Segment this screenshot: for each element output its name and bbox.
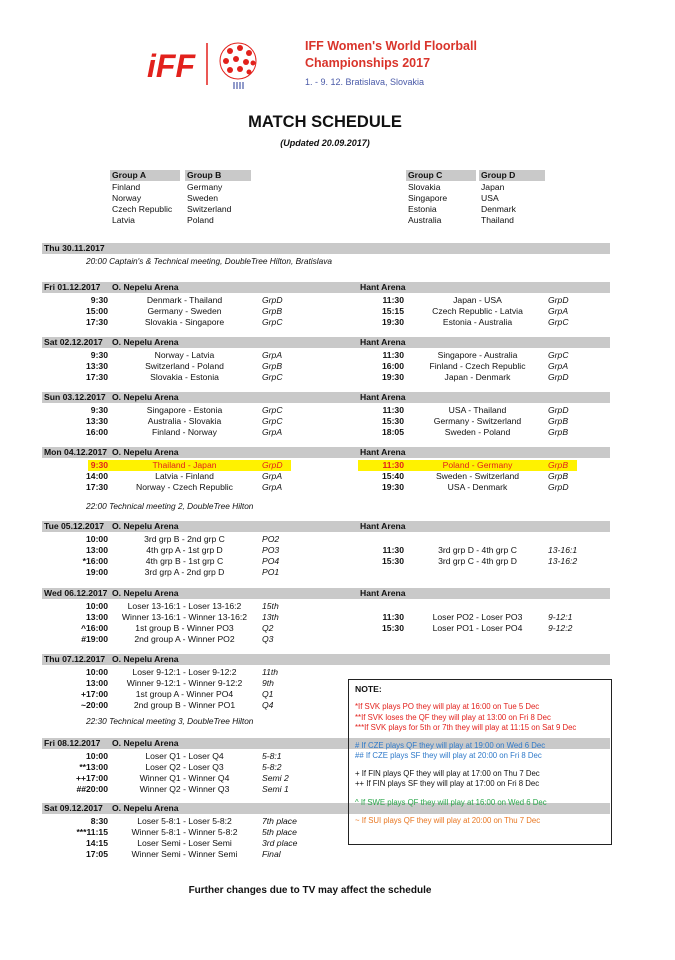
match-time: 9:30 [90, 350, 108, 360]
match-teams: 3rd grp D - 4th grp C [438, 545, 517, 555]
header-dates: 1. - 9. 12. Bratislava, Slovakia [305, 77, 425, 87]
match-group: GrpC [262, 317, 283, 327]
meeting-note: 20:00 Captain's & Technical meeting, DoubleTree Hilton, Bratislava [86, 256, 333, 266]
match-time: 15:30 [382, 623, 404, 633]
arena-left: O. Nepelu Arena [112, 337, 179, 347]
svg-text:iFF: iFF [147, 48, 195, 84]
match-group: GrpC [262, 416, 283, 426]
day-header [42, 654, 610, 665]
group-team: Poland [187, 215, 214, 225]
match-time: 15:40 [382, 471, 404, 481]
match-teams: 3rd grp B - 2nd grp C [144, 534, 225, 544]
match-group: 9-12:1 [548, 612, 573, 622]
match-group: GrpD [548, 295, 569, 305]
match-time: 11:30 [382, 460, 404, 470]
day-date: Fri 01.12.2017 [44, 282, 101, 292]
match-group: Q1 [262, 689, 274, 699]
match-teams: Singapore - Estonia [146, 405, 223, 415]
match-time: 10:00 [86, 601, 108, 611]
iff-logo [145, 39, 275, 91]
group-team: Finland [112, 182, 141, 192]
note-line: **If SVK loses the QF they will play at 13:00 on Fri 8 Dec [355, 713, 551, 722]
match-time: +17:00 [81, 689, 108, 699]
note-box [348, 679, 612, 845]
header-title-line1: IFF Women's World Floorball [305, 39, 477, 53]
match-teams: 3rd grp C - 4th grp D [438, 556, 517, 566]
match-time: 17:30 [86, 372, 108, 382]
group-team: Czech Republic [112, 204, 173, 214]
header-title-line2: Championships 2017 [305, 56, 431, 70]
match-time: 8:30 [90, 816, 108, 826]
day-date: Tue 05.12.2017 [44, 521, 105, 531]
match-group: GrpB [548, 427, 569, 437]
day-header [42, 521, 610, 532]
match-time: 9:30 [90, 295, 108, 305]
day-header [42, 588, 610, 599]
match-time: 19:30 [382, 317, 404, 327]
match-time: 13:30 [86, 361, 108, 371]
day-header [42, 243, 610, 254]
match-time: 11:30 [382, 295, 404, 305]
match-group: GrpB [548, 416, 569, 426]
match-group: 7th place [262, 816, 297, 826]
match-teams: Poland - Germany [442, 460, 513, 470]
match-time: 19:00 [86, 567, 108, 577]
match-teams: Thailand - Japan [152, 460, 217, 470]
match-group: GrpB [262, 306, 283, 316]
match-group: GrpC [548, 350, 569, 360]
match-time: ~20:00 [81, 700, 108, 710]
group-header: Group C [406, 170, 476, 181]
match-time: 9:30 [90, 460, 108, 470]
match-teams: Loser Semi - Loser Semi [137, 838, 232, 848]
day-date: Sun 03.12.2017 [44, 392, 106, 402]
note-line: ***If SVK plays for 5th or 7th they will play at 11:15 on Sat 9 Dec [355, 723, 577, 732]
match-time: 17:05 [86, 849, 108, 859]
group-team: Slovakia [408, 182, 441, 192]
group-team: Denmark [481, 204, 516, 214]
match-teams: Finland - Czech Republic [429, 361, 526, 371]
day-date: Mon 04.12.2017 [44, 447, 108, 457]
group-team: Thailand [481, 215, 514, 225]
arena-left: O. Nepelu Arena [112, 738, 179, 748]
match-teams: Switzerland - Poland [145, 361, 224, 371]
match-teams: 4th grp B - 1st grp C [145, 556, 224, 566]
note-title: NOTE: [355, 684, 382, 694]
match-time: 10:00 [86, 751, 108, 761]
match-group: GrpA [262, 482, 283, 492]
match-group: GrpC [262, 405, 283, 415]
match-group: GrpD [548, 372, 569, 382]
match-teams: Slovakia - Singapore [144, 317, 225, 327]
match-time: 17:30 [86, 317, 108, 327]
match-time: 10:00 [86, 534, 108, 544]
match-group: GrpB [548, 460, 569, 470]
match-group: GrpA [262, 427, 283, 437]
match-group: PO4 [262, 556, 280, 566]
match-time: ***11:15 [76, 827, 108, 837]
match-teams: Loser 9-12:1 - Loser 9-12:2 [132, 667, 237, 677]
match-time: 15:30 [382, 556, 404, 566]
day-header [42, 282, 610, 293]
header [95, 37, 550, 99]
match-teams: Sweden - Poland [444, 427, 511, 437]
day-header [42, 392, 610, 403]
day-header [42, 447, 610, 458]
arena-left: O. Nepelu Arena [112, 392, 179, 402]
match-teams: 3rd grp A - 2nd grp D [144, 567, 225, 577]
match-teams: Sweden - Switzerland [435, 471, 520, 481]
day-date: Sat 09.12.2017 [44, 803, 103, 813]
match-teams: Loser Q2 - Loser Q3 [145, 762, 224, 772]
match-time: 9:30 [90, 405, 108, 415]
match-time: 14:15 [86, 838, 108, 848]
match-teams: Winner 13-16:1 - Winner 13-16:2 [121, 612, 248, 622]
group-team: Australia [408, 215, 442, 225]
match-teams: Winner Q2 - Winner Q3 [139, 784, 230, 794]
match-teams: Japan - Denmark [444, 372, 511, 382]
iff-logo-graphic [145, 39, 275, 91]
arena-left: O. Nepelu Arena [112, 654, 179, 664]
match-time: 15:30 [382, 416, 404, 426]
footer-text: Further changes due to TV may affect the schedule [188, 885, 432, 896]
match-teams: Norway - Latvia [154, 350, 215, 360]
match-group: PO1 [262, 567, 280, 577]
group-team: Germany [187, 182, 223, 192]
match-group: GrpD [548, 405, 569, 415]
arena-right: Hant Arena [360, 337, 406, 347]
match-group: Q4 [262, 700, 274, 710]
group-team: Singapore [408, 193, 448, 203]
match-time: 13:00 [86, 678, 108, 688]
match-time: 13:00 [86, 612, 108, 622]
arena-right: Hant Arena [360, 588, 406, 598]
match-time: ##20:00 [76, 784, 108, 794]
note-line: *If SVK plays PO they will play at 16:00 on Tue 5 Dec [355, 702, 540, 711]
match-group: 13-16:2 [548, 556, 578, 566]
day-date: Thu 07.12.2017 [44, 654, 106, 664]
match-group: GrpA [548, 361, 569, 371]
match-time: *16:00 [82, 556, 108, 566]
day-date: Fri 08.12.2017 [44, 738, 101, 748]
match-time: 11:30 [382, 545, 404, 555]
match-group: 9th [262, 678, 274, 688]
match-group: GrpD [262, 460, 283, 470]
match-group: GrpA [548, 306, 569, 316]
match-teams: Singapore - Australia [437, 350, 518, 360]
match-teams: 2nd group A - Winner PO2 [134, 634, 235, 644]
match-time: 19:30 [382, 372, 404, 382]
match-group: 5-8:1 [262, 751, 282, 761]
meeting-note: 22:30 Technical meeting 3, DoubleTree Hilton [86, 716, 254, 726]
day-date: Sat 02.12.2017 [44, 337, 103, 347]
match-teams: Winner 5-8:1 - Winner 5-8:2 [131, 827, 238, 837]
match-teams: USA - Denmark [447, 482, 508, 492]
match-time: 16:00 [382, 361, 404, 371]
group-team: Japan [481, 182, 505, 192]
match-group: 3rd place [262, 838, 298, 848]
match-time: 15:15 [382, 306, 404, 316]
group-team: Switzerland [187, 204, 232, 214]
match-teams: Winner Semi - Winner Semi [131, 849, 238, 859]
match-time: ^16:00 [81, 623, 108, 633]
group-team: Norway [112, 193, 142, 203]
match-teams: Australia - Slovakia [147, 416, 222, 426]
match-teams: Norway - Czech Republic [136, 482, 233, 492]
day-date: Thu 30.11.2017 [44, 243, 105, 253]
arena-left: O. Nepelu Arena [112, 803, 179, 813]
match-teams: 1st group B - Winner PO3 [135, 623, 234, 633]
match-group: 9-12:2 [548, 623, 573, 633]
match-time: ++17:00 [75, 773, 108, 783]
match-time: 15:00 [86, 306, 108, 316]
match-group: PO3 [262, 545, 280, 555]
match-teams: Loser 5-8:1 - Loser 5-8:2 [137, 816, 232, 826]
arena-right: Hant Arena [360, 521, 406, 531]
match-group: 5th place [262, 827, 297, 837]
match-teams: Loser PO2 - Loser PO3 [432, 612, 523, 622]
group-header: Group D [479, 170, 545, 181]
match-teams: Finland - Norway [152, 427, 217, 437]
day-header [42, 337, 610, 348]
arena-left: O. Nepelu Arena [112, 447, 179, 457]
match-group: GrpA [262, 471, 283, 481]
match-group: GrpB [548, 471, 569, 481]
note-line: ~ If SUI plays QF they will play at 20:00 on Thu 7 Dec [355, 816, 541, 825]
match-group: PO2 [262, 534, 280, 544]
match-teams: Loser 13-16:1 - Loser 13-16:2 [127, 601, 242, 611]
day-date: Wed 06.12.2017 [44, 588, 108, 598]
group-team: Estonia [408, 204, 437, 214]
group-team: Latvia [112, 215, 135, 225]
match-time: 13:30 [86, 416, 108, 426]
match-group: GrpA [262, 350, 283, 360]
note-line: ++ If FIN plays SF they will play at 17:00 on Fri 8 Dec [355, 779, 540, 788]
match-group: Q2 [262, 623, 274, 633]
arena-right: Hant Arena [360, 447, 406, 457]
match-teams: Denmark - Thailand [146, 295, 223, 305]
arena-left: O. Nepelu Arena [112, 282, 179, 292]
arena-right: Hant Arena [360, 392, 406, 402]
match-group: Final [262, 849, 281, 859]
match-group: 5-8:2 [262, 762, 282, 772]
match-teams: Loser Q1 - Loser Q4 [145, 751, 224, 761]
note-line: + If FIN plays QF they will play at 17:00 on Thu 7 Dec [355, 769, 540, 778]
match-time: 17:30 [86, 482, 108, 492]
arena-left: O. Nepelu Arena [112, 588, 179, 598]
match-group: GrpB [262, 361, 283, 371]
match-teams: Japan - USA [453, 295, 502, 305]
note-line: # If CZE plays QF they will play at 19:00 on Wed 6 Dec [355, 741, 546, 750]
match-teams: Loser PO1 - Loser PO4 [432, 623, 523, 633]
match-teams: Czech Republic - Latvia [432, 306, 523, 316]
group-header: Group A [110, 170, 180, 181]
match-time: 10:00 [86, 667, 108, 677]
match-group: Semi 2 [262, 773, 289, 783]
group-team: Sweden [187, 193, 219, 203]
match-time: #19:00 [81, 634, 108, 644]
match-time: 11:30 [382, 350, 404, 360]
match-time: 11:30 [382, 612, 404, 622]
match-teams: Latvia - Finland [155, 471, 214, 481]
arena-right: Hant Arena [360, 282, 406, 292]
match-teams: Winner 9-12:1 - Winner 9-12:2 [126, 678, 243, 688]
match-teams: 1st group A - Winner PO4 [135, 689, 234, 699]
group-header: Group B [185, 170, 251, 181]
note-line: ^ If SWE plays QF they will play at 16:00 on Wed 6 Dec [355, 798, 547, 807]
match-teams: Slovakia - Estonia [150, 372, 219, 382]
match-group: 13th [262, 612, 279, 622]
match-group: 15th [262, 601, 279, 611]
updated-date: (Updated 20.09.2017) [280, 138, 370, 148]
match-group: Semi 1 [262, 784, 289, 794]
match-group: GrpC [262, 372, 283, 382]
match-time: 16:00 [86, 427, 108, 437]
note-line: ## If CZE plays SF they will play at 20:00 on Fri 8 Dec [355, 751, 542, 760]
match-time: 13:00 [86, 545, 108, 555]
match-group: GrpD [548, 482, 569, 492]
match-teams: 4th grp A - 1st grp D [146, 545, 223, 555]
arena-left: O. Nepelu Arena [112, 521, 179, 531]
match-time: 18:05 [382, 427, 404, 437]
match-teams: Germany - Sweden [147, 306, 222, 316]
meeting-note: 22:00 Technical meeting 2, DoubleTree Hilton [86, 501, 254, 511]
match-teams: Winner Q1 - Winner Q4 [139, 773, 230, 783]
match-group: GrpC [548, 317, 569, 327]
match-time: 11:30 [382, 405, 404, 415]
match-teams: Germany - Switzerland [433, 416, 522, 426]
match-group: Q3 [262, 634, 274, 644]
match-group: 11th [262, 667, 279, 677]
match-time: 19:30 [382, 482, 404, 492]
match-teams: USA - Thailand [448, 405, 507, 415]
match-time: **13:00 [79, 762, 108, 772]
match-teams: Estonia - Australia [442, 317, 513, 327]
match-time: 14:00 [86, 471, 108, 481]
page-title: MATCH SCHEDULE [248, 113, 402, 131]
match-group: 13-16:1 [548, 545, 578, 555]
group-team: USA [481, 193, 499, 203]
match-teams: 2nd group B - Winner PO1 [133, 700, 236, 710]
match-group: GrpD [262, 295, 283, 305]
